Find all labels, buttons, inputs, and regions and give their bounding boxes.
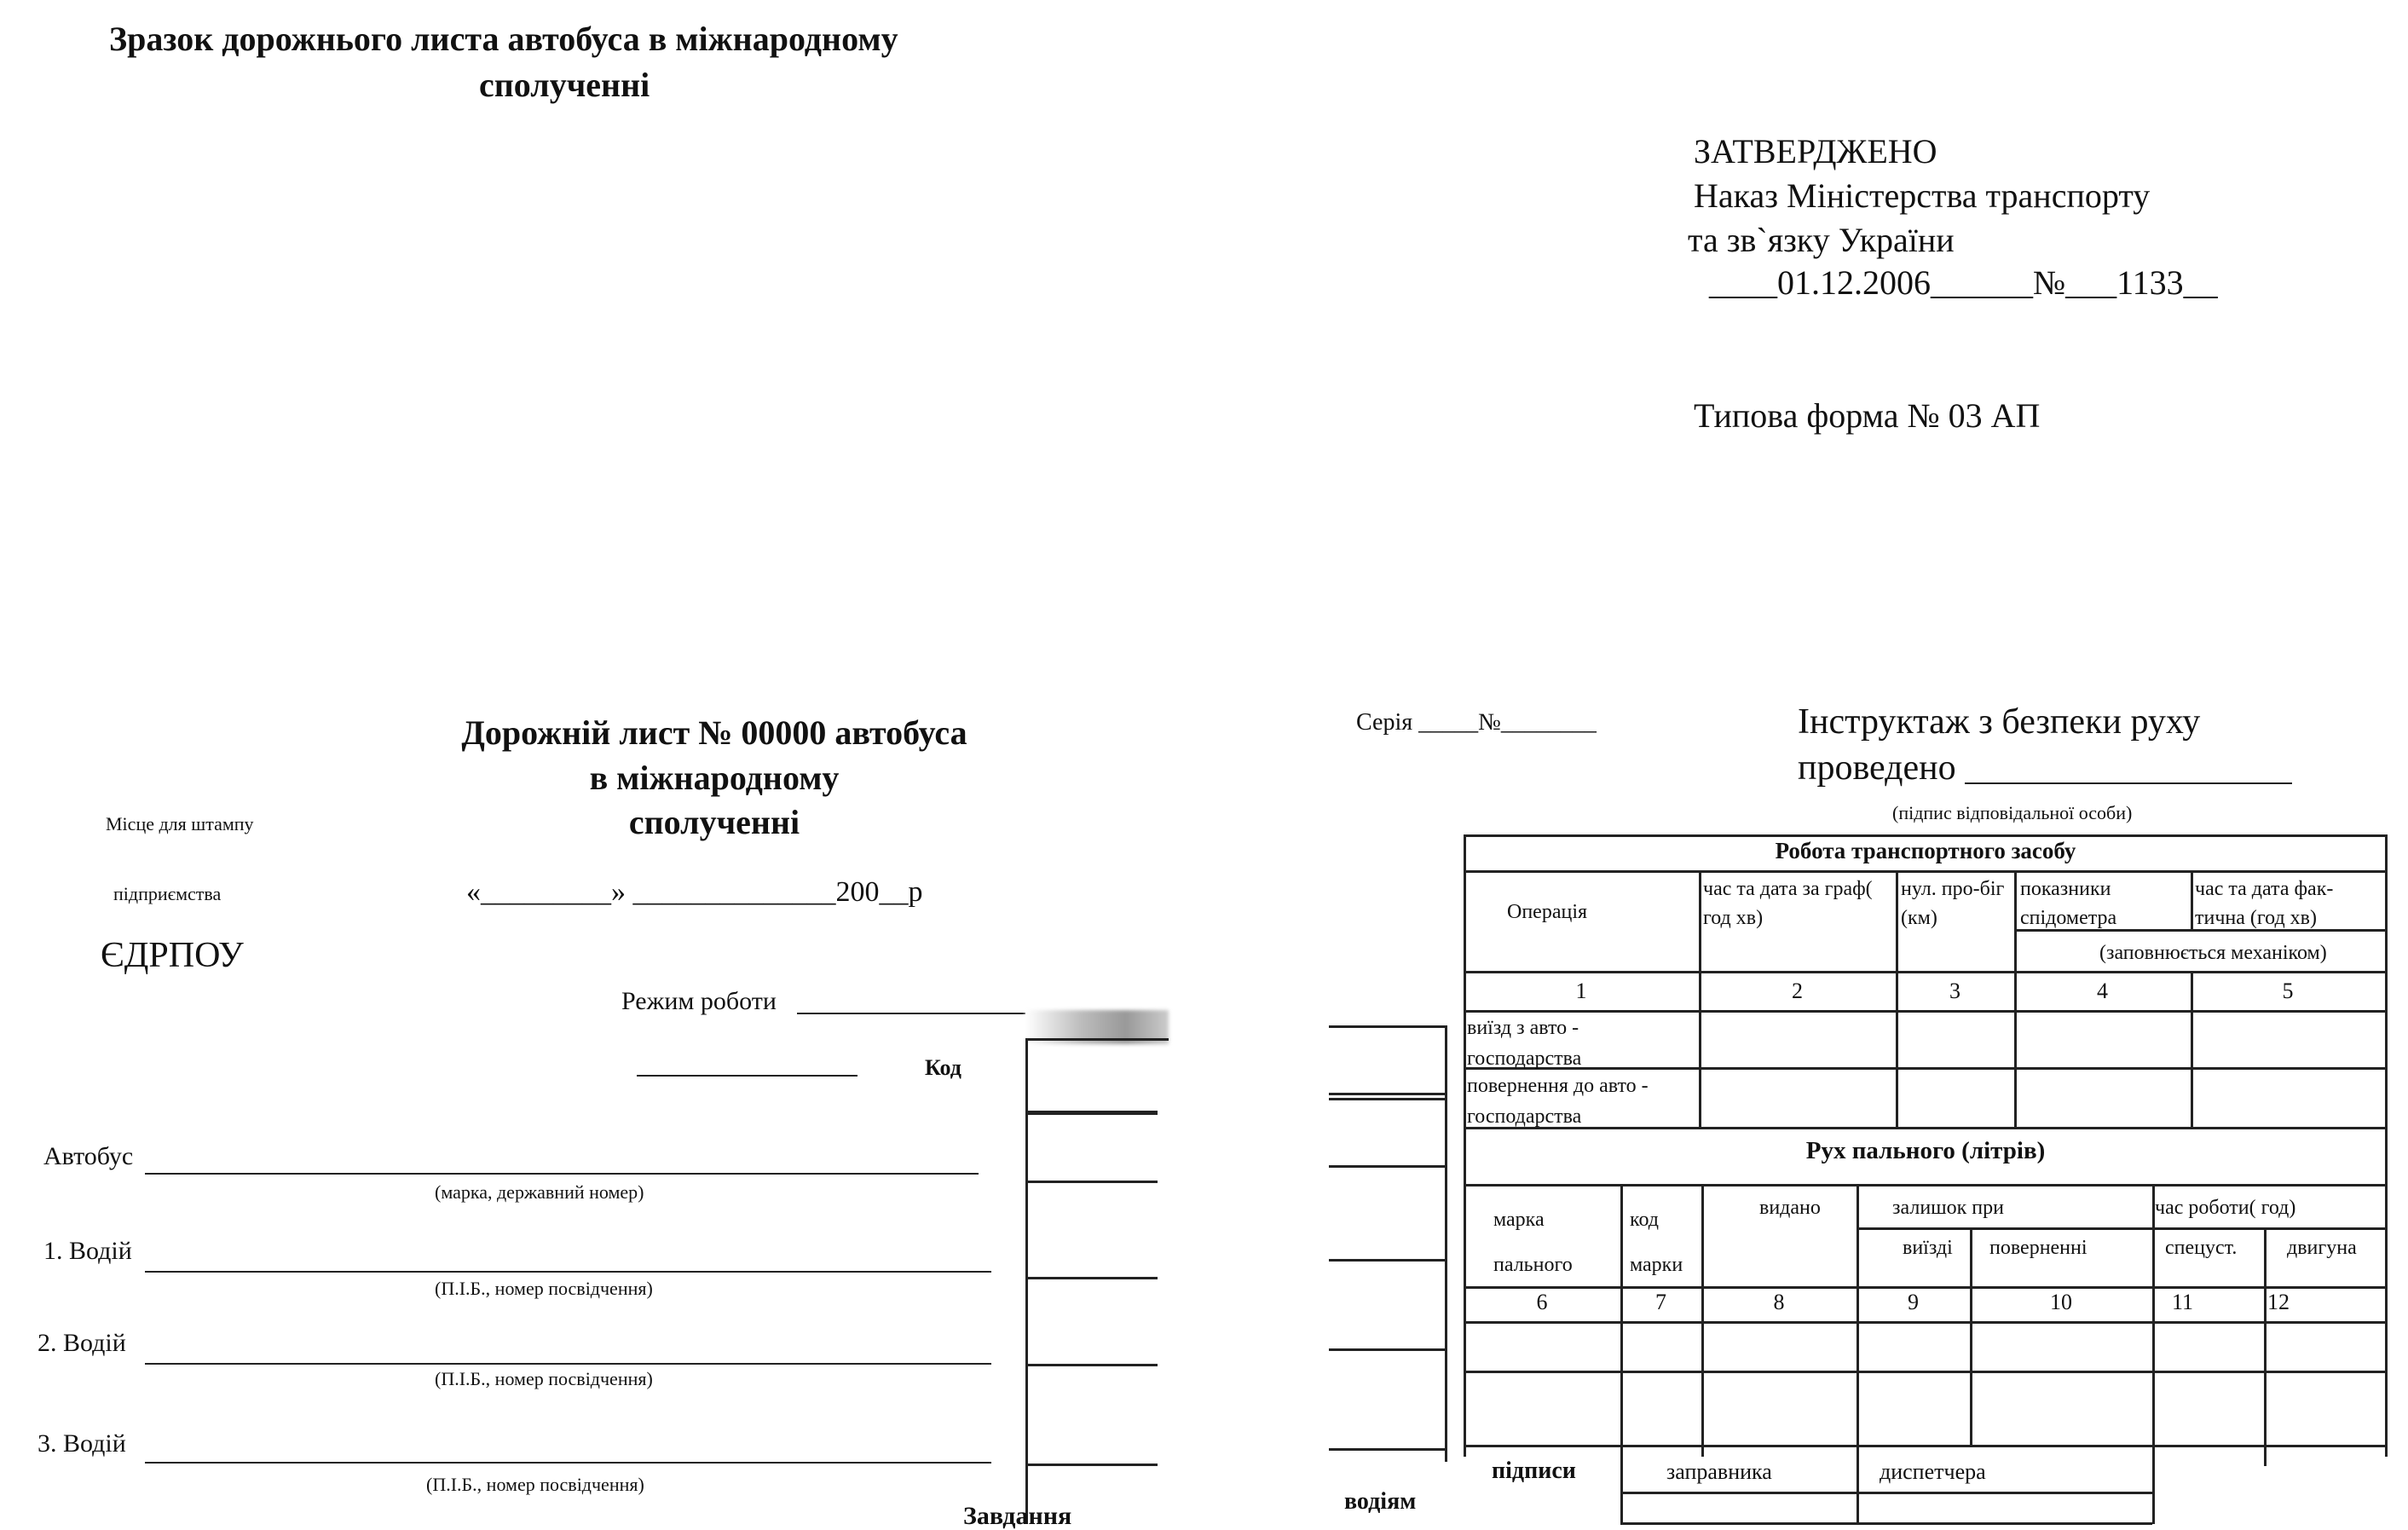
sample-title-line2: сполученні (479, 66, 650, 104)
edrpou-label: ЄДРПОУ (101, 936, 244, 975)
code-tick (1025, 1364, 1158, 1366)
table-rule (1464, 870, 2388, 873)
col-number: 7 (1655, 1290, 1666, 1314)
header-operation: Операція (1507, 901, 1588, 923)
table-rule (1857, 1184, 1859, 1524)
waybill-title-line2: в міжнародному (589, 759, 840, 797)
table-rule (2264, 1227, 2267, 1466)
header-remaining-departure: виїзді (1903, 1237, 1953, 1259)
col-number: 9 (1908, 1290, 1919, 1314)
briefing-title: Інструктаж з безпеки руху (1798, 702, 2201, 742)
table-rule (2152, 1184, 2155, 1524)
header-fuel-brand: марка пального (1493, 1209, 1573, 1276)
code-tick (1025, 1111, 1158, 1115)
signatures-label: підписи (1492, 1458, 1576, 1484)
col-number: 3 (1949, 979, 1960, 1003)
signature-hint: (підпис відповідальної особи) (1892, 802, 2133, 823)
table-rule (1464, 1184, 2388, 1186)
table-rule (1464, 1321, 2388, 1324)
driver2-label: 2. Водій (38, 1329, 126, 1357)
driver2-hint: (П.І.Б., номер посвідчення) (435, 1368, 653, 1389)
table-rule (1620, 1492, 2152, 1494)
header-remaining: залишок при (1892, 1197, 2004, 1219)
work-mode-line[interactable] (797, 1013, 1025, 1014)
table-rule (2191, 870, 2193, 929)
col-number: 2 (1792, 979, 1803, 1003)
series-number-field[interactable]: Серія _____№________ (1356, 709, 1597, 736)
mechanic-note: (заповнюється механіком) (2099, 942, 2327, 964)
driver1-label: 1. Водій (43, 1237, 132, 1265)
side-tick (1329, 1098, 1447, 1100)
col-number: 5 (2282, 979, 2294, 1003)
side-tick (1329, 1348, 1447, 1351)
form-type: Типова форма № 03 АП (1694, 396, 2041, 435)
code-line[interactable] (637, 1075, 858, 1077)
table-rule (1464, 1445, 2388, 1447)
table-rule (1857, 1227, 2388, 1230)
side-bracket-line (1445, 1025, 1447, 1462)
side-tick (1329, 1448, 1447, 1451)
table-rule (1464, 1371, 2388, 1373)
briefing-signature-line[interactable] (1965, 782, 2292, 784)
col-number: 4 (2097, 979, 2108, 1003)
col-number: 12 (2267, 1290, 2290, 1314)
header-remaining-return: поверненні (1989, 1237, 2088, 1259)
approved-label: ЗАТВЕРДЖЕНО (1694, 132, 1937, 170)
row-return: повернення до авто - господарства (1467, 1075, 1649, 1128)
dispatcher-label: диспетчера (1880, 1459, 1986, 1484)
col-number: 1 (1575, 979, 1587, 1003)
driver2-field[interactable] (145, 1363, 991, 1365)
order-line1: Наказ Міністерства транспорту (1694, 176, 2151, 215)
table-rule (1620, 1184, 1623, 1524)
header-work-hours: час роботи( год) (2155, 1197, 2296, 1219)
order-date-number: ____01.12.2006______№___1133__ (1709, 263, 2218, 302)
side-tick (1329, 1025, 1447, 1028)
order-line2: та зв`язку України (1688, 221, 1955, 259)
table-rule (1464, 834, 2388, 837)
header-hours-engine: двигуна (2287, 1237, 2357, 1259)
driver3-field[interactable] (145, 1462, 991, 1464)
col-number: 10 (2050, 1290, 2072, 1314)
code-tick (1025, 1464, 1158, 1466)
driver1-hint: (П.І.Б., номер посвідчення) (435, 1278, 653, 1299)
vehicle-table-title: Робота транспортного засобу (1775, 838, 2076, 863)
code-label: Код (925, 1055, 961, 1080)
table-rule (1701, 1184, 1704, 1457)
header-zero-run: нул. про-біг (км) (1901, 878, 2005, 929)
refueler-label: заправника (1666, 1459, 1772, 1484)
header-speedometer: показники спідометра (2020, 878, 2117, 929)
side-tick (1329, 1165, 1447, 1168)
bus-label: Автобус (43, 1142, 134, 1170)
row-departure: виїзд з авто - господарства (1467, 1017, 1582, 1070)
side-tick (1329, 1093, 1447, 1095)
date-field[interactable]: «_________» ______________200__р (466, 876, 923, 908)
work-mode-label: Режим роботи (621, 987, 777, 1015)
driver1-field[interactable] (145, 1271, 991, 1273)
waybill-title-line3: сполученні (628, 803, 800, 841)
col-number: 8 (1773, 1290, 1785, 1314)
task-label: Завдання (963, 1502, 1072, 1530)
table-rule (1970, 1227, 1972, 1445)
waybill-title: Дорожній лист № 00000 автобуса (461, 713, 967, 752)
code-tick (1025, 1181, 1158, 1183)
fuel-table-title: Рух пального (літрів) (1805, 1137, 2046, 1164)
drivers-label: водіям (1344, 1488, 1417, 1515)
briefing-done-label: проведено (1798, 748, 1956, 788)
bus-hint: (марка, державний номер) (435, 1181, 644, 1203)
code-tick (1025, 1277, 1158, 1279)
code-tick (1025, 1038, 1169, 1041)
header-scheduled-time: час та дата за граф( год хв) (1703, 878, 1873, 929)
bus-field[interactable] (145, 1173, 979, 1175)
side-tick (1329, 1259, 1447, 1262)
col-number: 6 (1536, 1290, 1548, 1314)
header-brand-code: код марки (1630, 1209, 1683, 1276)
driver3-label: 3. Водій (38, 1429, 126, 1458)
col-number: 11 (2172, 1290, 2194, 1314)
table-rule (1464, 971, 2388, 973)
header-issued: видано (1759, 1197, 1821, 1219)
header-actual-time: час та дата фак-тична (год хв) (2195, 878, 2334, 929)
sample-title: Зразок дорожнього листа автобуса в міжнародному (109, 20, 898, 58)
stamp-place-label: Місце для штампу (106, 813, 254, 834)
driver3-hint: (П.І.Б., номер посвідчення) (426, 1474, 644, 1495)
stamp-enterprise-label: підприємства (113, 883, 222, 904)
header-hours-special: спецуст. (2165, 1237, 2238, 1259)
